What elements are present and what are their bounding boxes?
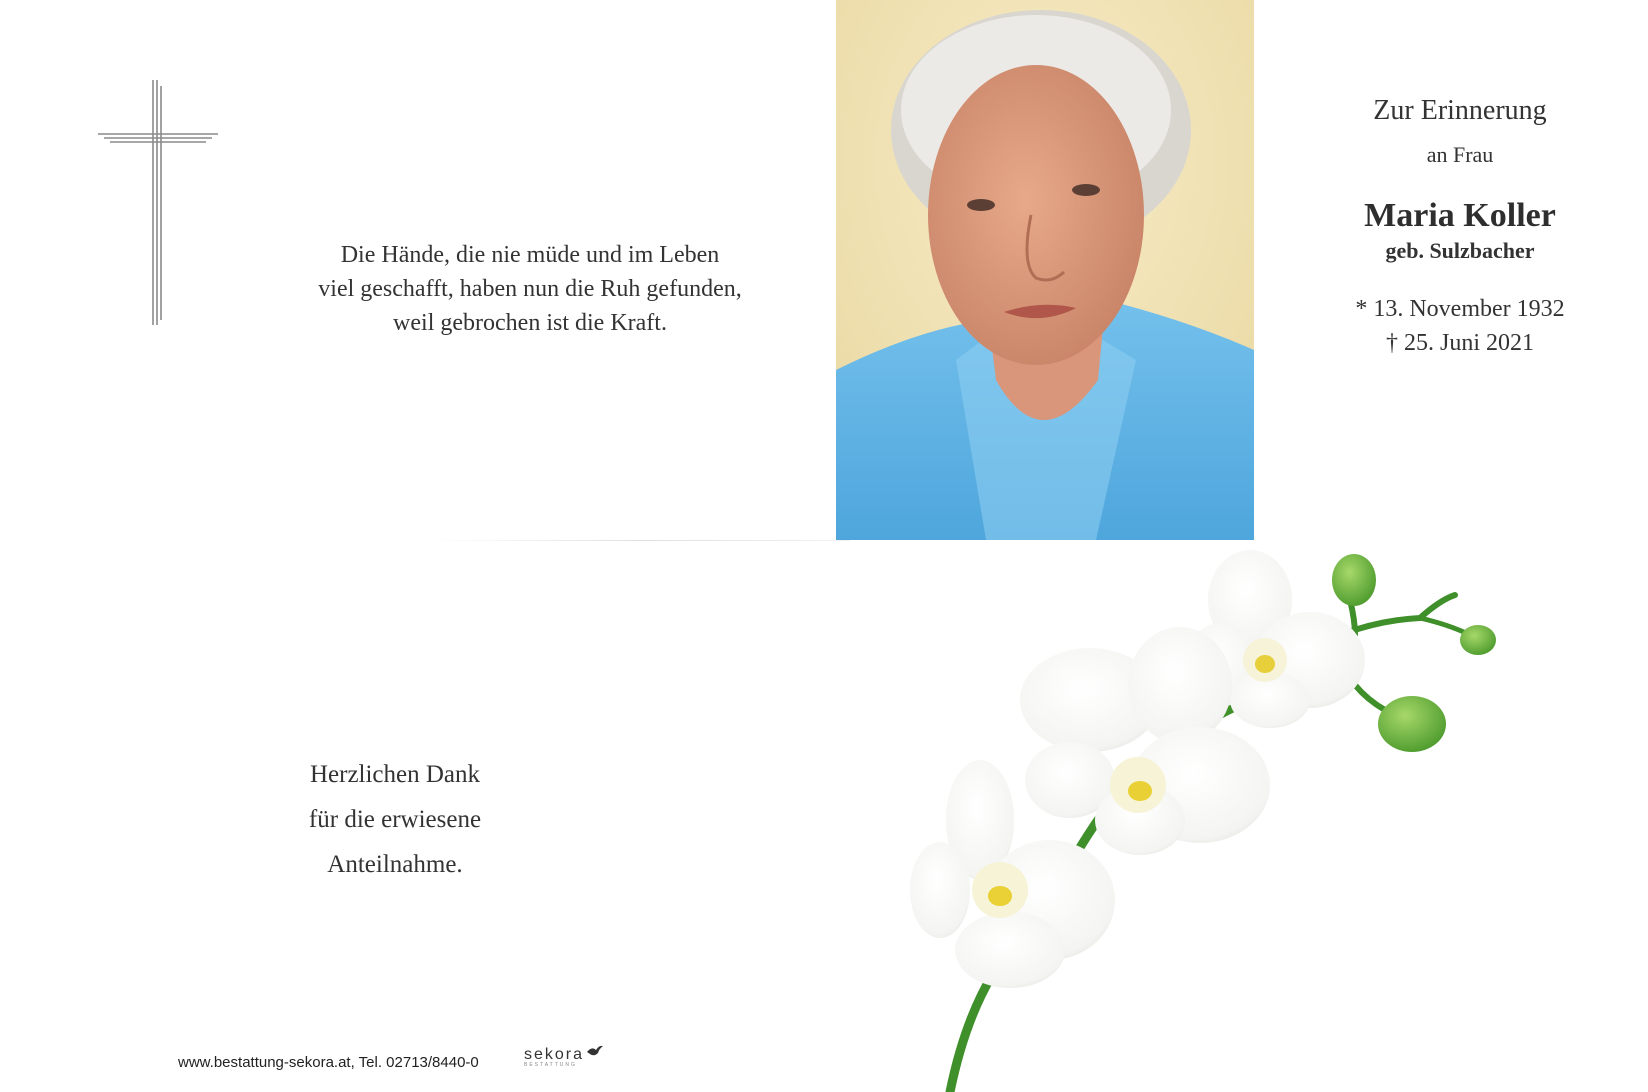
cross-icon xyxy=(98,80,218,325)
memorial-quote xyxy=(270,238,790,340)
salutation: an Frau xyxy=(1426,142,1494,167)
logo-subtitle: BESTATTUNG xyxy=(524,1062,577,1068)
quote-line: Die Hände, die nie müde und im Leben xyxy=(340,242,720,268)
funeral-home-logo xyxy=(524,1046,584,1068)
bird-logo-icon xyxy=(586,1044,604,1058)
thanks-line: Herzlichen Dank xyxy=(309,761,481,788)
memorial-title: Zur Erinnerung xyxy=(1373,95,1547,126)
portrait-photo xyxy=(836,0,1254,540)
logo-text: sekora xyxy=(524,1046,585,1063)
thanks-text xyxy=(250,752,540,887)
thanks-line: Anteilnahme. xyxy=(327,851,463,878)
birth-date: * 13. November 1932 xyxy=(1355,296,1565,322)
orchid-illustration xyxy=(880,540,1580,1092)
funeral-home-contact: www.bestattung-sekora.at, Tel. 02713/8440-0 xyxy=(178,1054,479,1071)
fold-line xyxy=(430,540,850,541)
thanks-line: für die erwiesene xyxy=(308,806,482,833)
birth-name: geb. Sulzbacher xyxy=(1385,238,1535,263)
quote-line: weil gebrochen ist die Kraft. xyxy=(393,310,667,336)
quote-line: viel geschafft, haben nun die Ruh gefunden, xyxy=(318,276,742,302)
deceased-name: Maria Koller xyxy=(1364,197,1556,234)
death-date: † 25. Juni 2021 xyxy=(1385,330,1534,356)
memorial-info xyxy=(1320,92,1600,360)
